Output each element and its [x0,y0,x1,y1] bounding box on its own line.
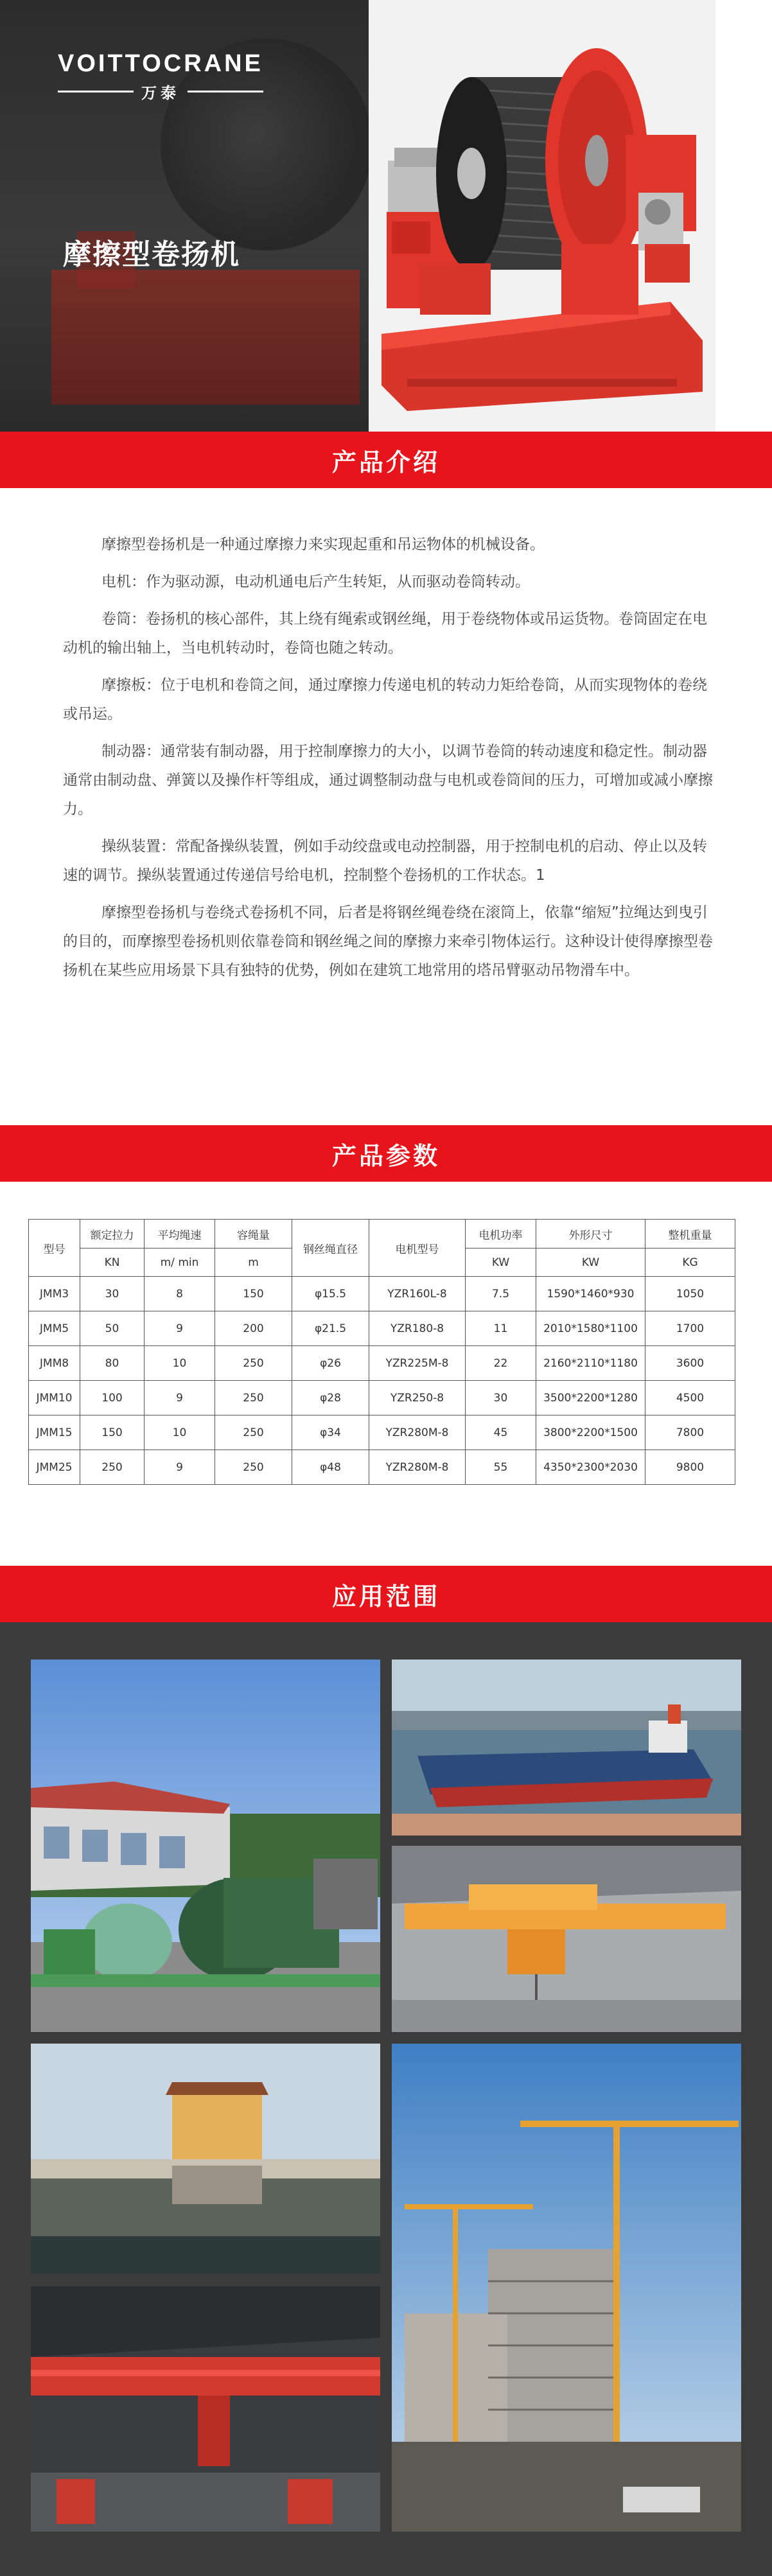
table-cell: 250 [215,1381,292,1415]
logo-text: VOITTOCRANE [58,50,263,77]
header-cell: 电机功率 [466,1220,536,1249]
table-cell: 8 [145,1277,215,1311]
table-cell: 10 [145,1346,215,1381]
table-cell: 250 [215,1346,292,1381]
table-cell: JMM8 [29,1346,80,1381]
hero-banner [0,0,772,432]
table-row [29,1346,735,1381]
table-cell: JMM10 [29,1381,80,1415]
table-cell: φ28 [292,1381,369,1415]
section-banner-params [0,1125,772,1182]
table-cell: 1050 [645,1277,735,1311]
table-cell: JMM3 [29,1277,80,1311]
section-title-applications: 应用范围 [331,1582,440,1611]
hero-title: 摩擦型卷扬机 [63,238,240,271]
table-cell: YZR280M-8 [369,1415,466,1450]
header-cell: 型号 [29,1220,80,1277]
intro-paragraph: 电机：作为驱动源，电动机通电后产生转矩，从而驱动卷筒转动。 [101,574,530,590]
table-cell: 1700 [645,1311,735,1346]
table-cell: 10 [145,1415,215,1450]
photo-factory-crane [31,2286,380,2532]
table-cell: 3800*2200*1500 [536,1415,645,1450]
hero-background-base [51,270,360,405]
table-cell: 9 [145,1381,215,1415]
table-cell: φ21.5 [292,1311,369,1346]
header-cell: 额定拉力 [80,1220,145,1249]
table-cell: 9800 [645,1450,735,1485]
brand-logo [58,50,263,103]
hero-right-strip [715,0,772,432]
table-row [29,1450,735,1485]
photo-cargo-ship [392,1660,741,1836]
table-header-row [29,1220,735,1249]
photo-overhead-crane [392,1846,741,2032]
table-cell: 250 [215,1415,292,1450]
intro-paragraph: 操纵装置：常配备操纵装置，例如手动绞盘或电动控制器，用于控制电机的启动、停止以及转速的调节。操纵装置通过传递信号给电机，控制整个卷扬机的工作状态。1 [63,838,707,884]
intro-paragraph: 制动器：通常装有制动器，用于控制摩擦力的大小，以调节卷筒的转动速度和稳定性。制动器通常由制动盘、弹簧以及操作杆等组成，通过调整制动盘与电机或卷筒间的压力，可增加或减小摩擦力。 [63,743,713,818]
section-title-params: 产品参数 [331,1141,440,1170]
table-cell: 9 [145,1450,215,1485]
photo-sluice-gate [31,2044,380,2274]
header-cell: 平均绳速 [145,1220,215,1249]
intro-paragraph: 摩擦板：位于电机和卷筒之间，通过摩擦力传递电机的转动力矩给卷筒，从而实现物体的卷绕或吊运。 [63,677,707,723]
unit-cell: KN [80,1249,145,1277]
photo-winch-site [31,1660,380,2032]
table-cell: 4500 [645,1381,735,1415]
table-cell: YZR160L-8 [369,1277,466,1311]
unit-cell: KW [466,1249,536,1277]
header-cell: 钢丝绳直径 [292,1220,369,1277]
logo-subline [58,80,263,103]
table-cell: 2160*2110*1180 [536,1346,645,1381]
table-cell: 45 [466,1415,536,1450]
table-cell: 3600 [645,1346,735,1381]
table-cell: 200 [215,1311,292,1346]
params-table-wrapper [28,1219,735,1485]
table-cell: 2010*1580*1100 [536,1311,645,1346]
unit-cell: KG [645,1249,735,1277]
header-cell: 容绳量 [215,1220,292,1249]
table-cell: YZR250-8 [369,1381,466,1415]
logo-rule-right [188,91,263,92]
table-cell: 250 [215,1450,292,1485]
intro-paragraph: 摩擦型卷扬机是一种通过摩擦力来实现起重和吊运物体的机械设备。 [101,536,545,553]
table-cell: 150 [80,1415,145,1450]
table-cell: 1590*1460*930 [536,1277,645,1311]
table-cell: 30 [80,1277,145,1311]
table-cell: YZR225M-8 [369,1346,466,1381]
header-cell: 整机重量 [645,1220,735,1249]
unit-cell: m/ min [145,1249,215,1277]
table-cell: YZR280M-8 [369,1450,466,1485]
table-cell: 3500*2200*1280 [536,1381,645,1415]
unit-cell: m [215,1249,292,1277]
table-cell: 22 [466,1346,536,1381]
intro-text [63,530,713,994]
table-cell: 150 [215,1277,292,1311]
table-cell: YZR180-8 [369,1311,466,1346]
header-cell: 电机型号 [369,1220,466,1277]
table-cell: 30 [466,1381,536,1415]
table-cell: 7800 [645,1415,735,1450]
table-cell: JMM25 [29,1450,80,1485]
intro-paragraph: 摩擦型卷扬机与卷绕式卷扬机不同，后者是将钢丝绳卷绕在滚筒上，依靠“缩短”拉绳达到曳引的目的，而摩擦型卷扬机则依靠卷筒和钢丝绳之间的摩擦力来牵引物体运行。这种设计使得摩擦型卷扬机在某些应用场景下具有独特的优势，例如在建筑工地常用的塔吊臂驱动吊物滑车中。 [63,904,713,979]
table-row [29,1381,735,1415]
table-cell: φ26 [292,1346,369,1381]
table-cell: 7.5 [466,1277,536,1311]
table-cell: φ15.5 [292,1277,369,1311]
winch-illustration [369,0,715,432]
header-cell: 外形尺寸 [536,1220,645,1249]
table-row [29,1415,735,1450]
intro-paragraph: 卷筒：卷扬机的核心部件，其上绕有绳索或钢丝绳，用于卷绕物体或吊运货物。卷筒固定在电动机的输出轴上，当电机转动时，卷筒也随之转动。 [63,611,707,656]
table-cell: 9 [145,1311,215,1346]
table-cell: φ34 [292,1415,369,1450]
table-cell: 50 [80,1311,145,1346]
table-row [29,1311,735,1346]
logo-chinese: 万泰 [141,84,180,102]
table-cell: JMM15 [29,1415,80,1450]
table-cell: 250 [80,1450,145,1485]
unit-cell: KW [536,1249,645,1277]
table-cell: φ48 [292,1450,369,1485]
photo-tower-cranes [392,2044,741,2532]
table-row [29,1277,735,1311]
hero-product-image [369,0,715,432]
section-banner-applications [0,1566,772,1622]
table-cell: 80 [80,1346,145,1381]
params-table [28,1219,735,1485]
table-cell: 100 [80,1381,145,1415]
section-title-intro: 产品介绍 [331,448,440,477]
table-cell: 11 [466,1311,536,1346]
table-cell: 4350*2300*2030 [536,1450,645,1485]
table-cell: 55 [466,1450,536,1485]
table-cell: JMM5 [29,1311,80,1346]
logo-rule-left [58,91,134,92]
section-banner-intro [0,432,772,488]
